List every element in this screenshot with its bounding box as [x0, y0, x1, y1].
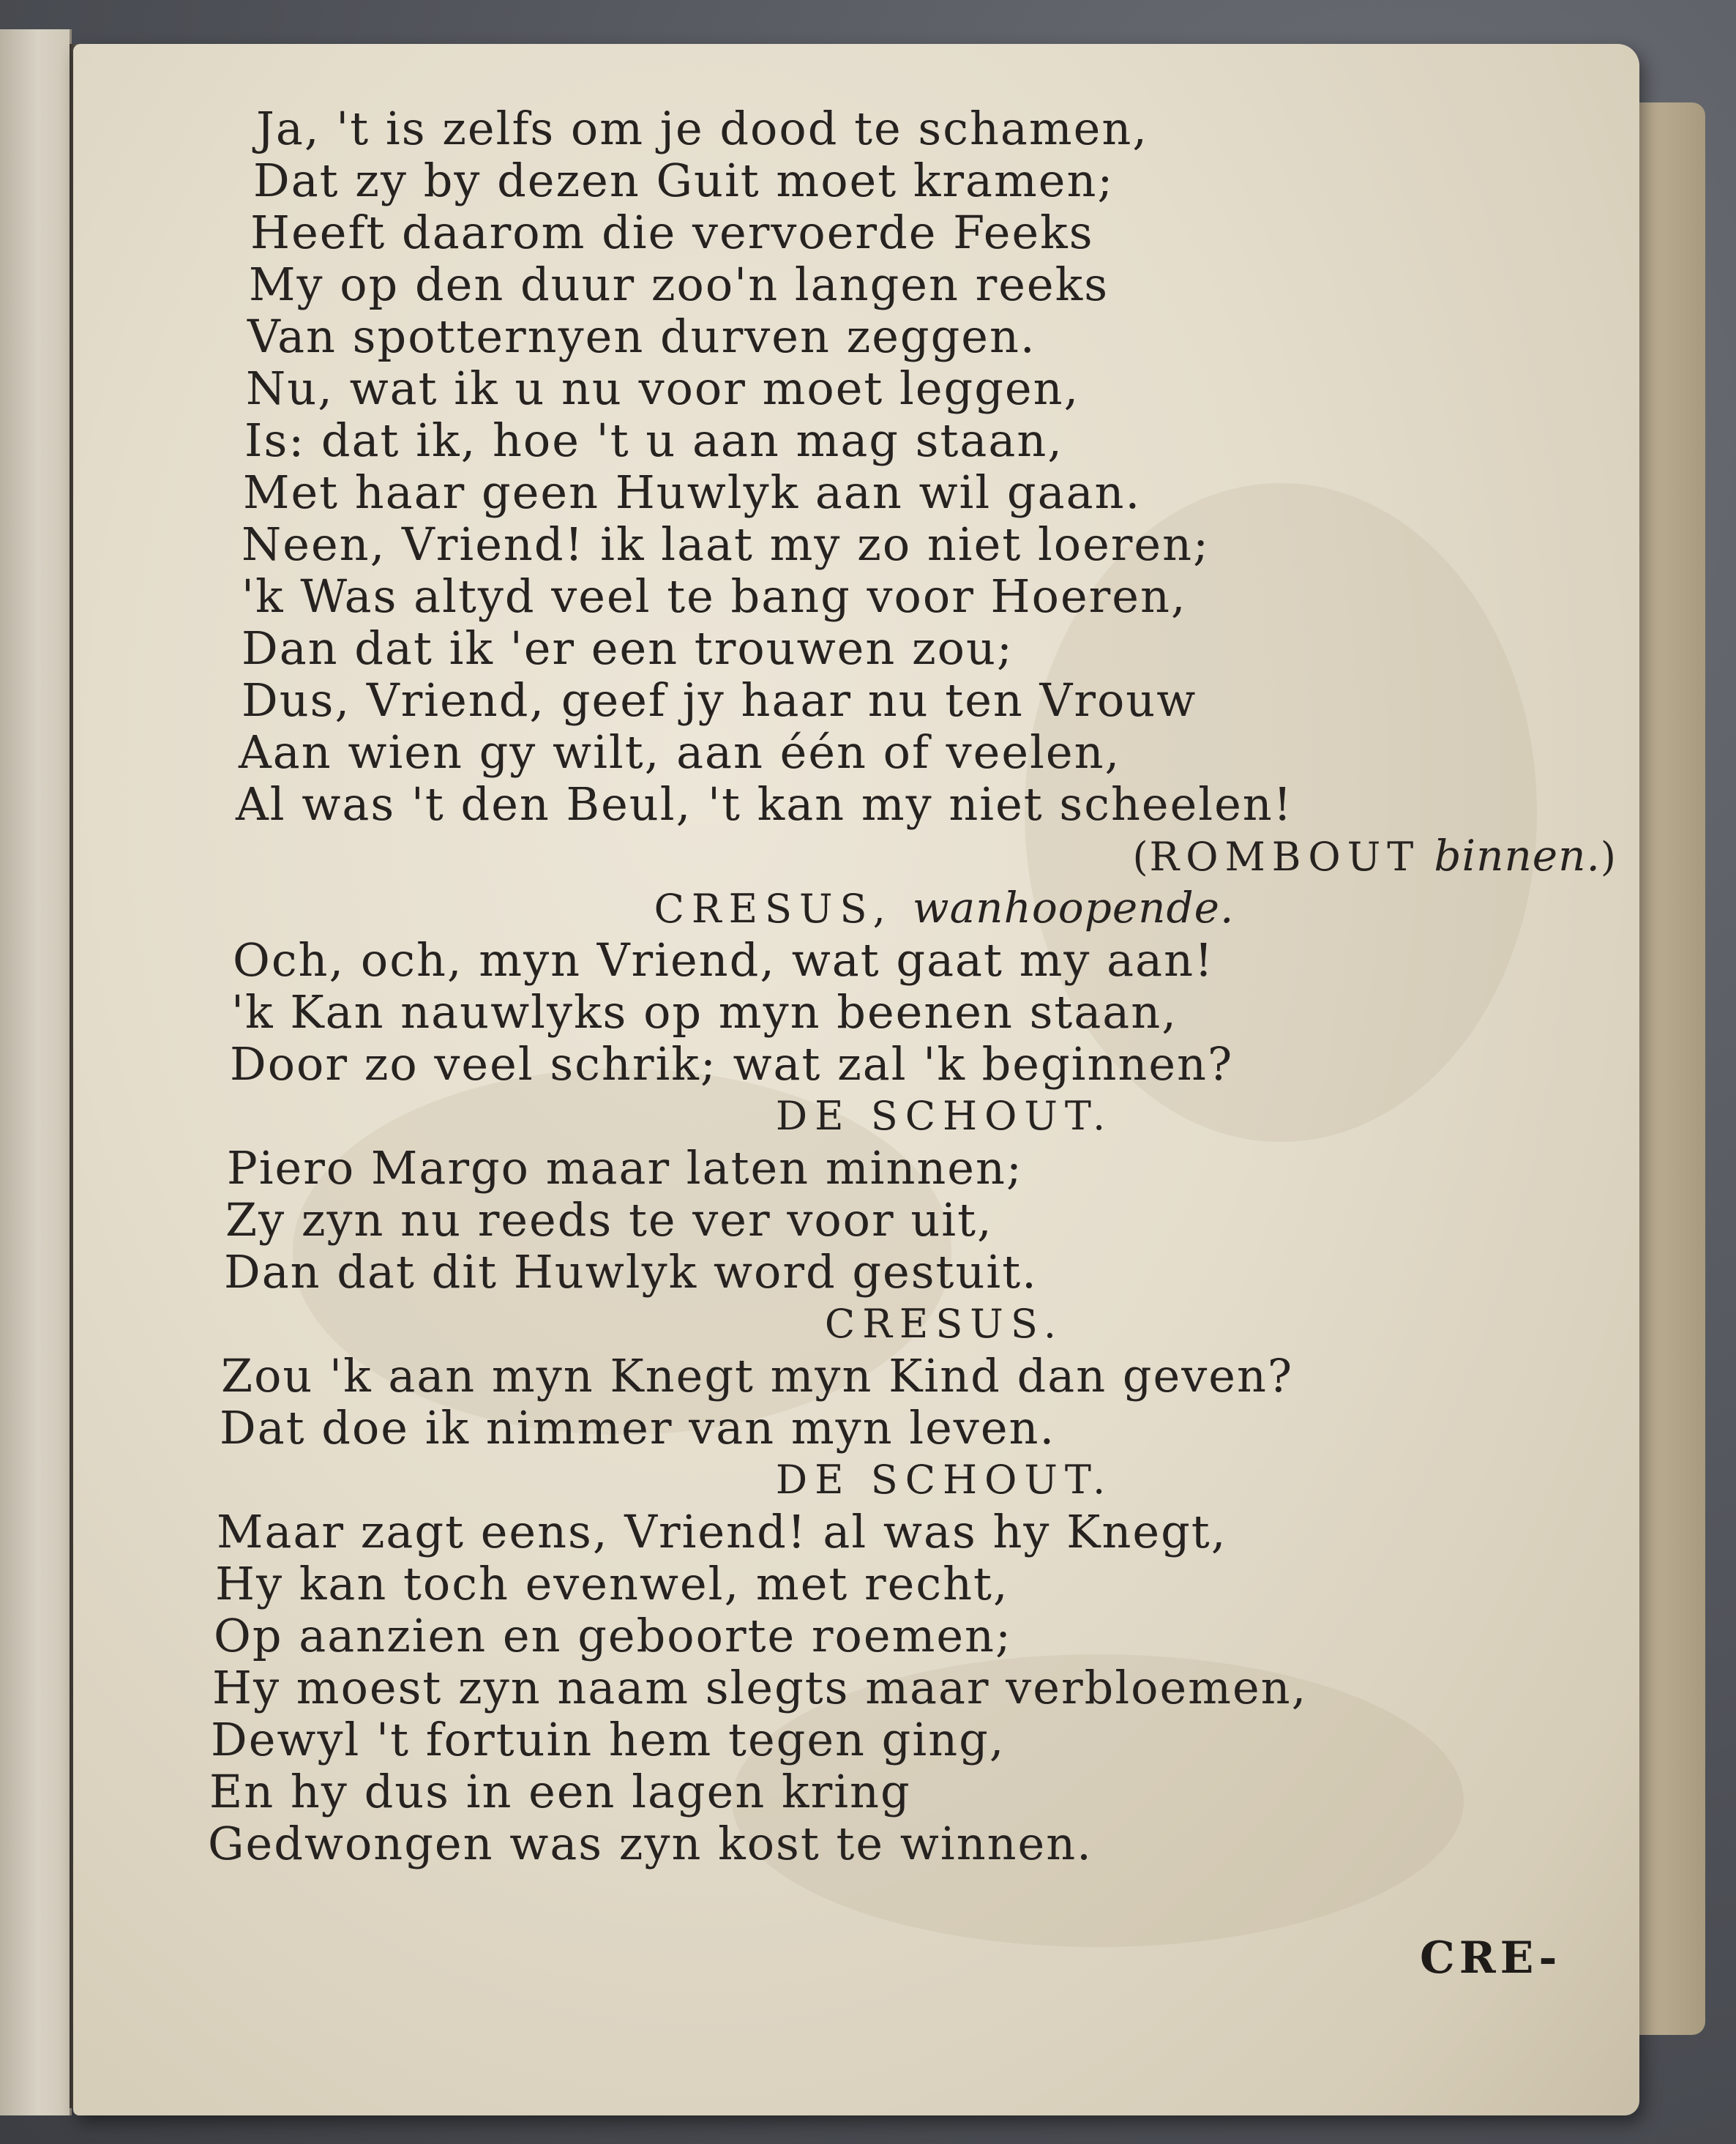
verse-line: En hy dus in een lagen kring: [209, 1765, 911, 1818]
speaker-heading: DE SCHOUT.: [775, 1457, 1113, 1503]
verse-line: Hy moest zyn naam slegts maar verbloemen,: [212, 1661, 1308, 1714]
verse-line: Dat zy by dezen Guit moet kramen;: [253, 154, 1115, 207]
stage-direction-name: ROMBOUT: [1149, 834, 1421, 880]
speaker-heading: CRESUS.: [824, 1301, 1064, 1347]
verse-line: Ja, 't is zelfs om je dood te schamen,: [256, 102, 1148, 155]
verse-line: Dus, Vriend, geef jy haar nu ten Vrouw: [242, 673, 1197, 727]
verse-line: Dan dat dit Huwlyk word gestuit.: [224, 1245, 1038, 1299]
verse-line: Nu, wat ik u nu voor moet leggen,: [246, 362, 1080, 415]
speaker-name: CRESUS,: [654, 886, 893, 932]
stage-direction-close: ): [1600, 834, 1617, 880]
stage-direction-action: binnen.: [1434, 831, 1601, 881]
verse-stanza: [230, 933, 1647, 1091]
verse-stanza: [236, 102, 1647, 831]
verse-line: Zou 'k aan myn Knegt myn Kind dan geven?: [221, 1349, 1294, 1402]
catchword: CRE-: [1420, 1932, 1562, 1984]
book-page: [73, 44, 1639, 2115]
speaker-heading: DE SCHOUT.: [775, 1093, 1113, 1139]
verse-line: Van spotternyen durven zeggen.: [247, 310, 1036, 363]
verse-line: Op aanzien en geboorte roemen;: [214, 1609, 1012, 1662]
stage-direction-open: (: [1132, 834, 1150, 880]
verse-line: Is: dat ik, hoe 't u aan mag staan,: [244, 414, 1063, 467]
speaker-note: wanhoopende.: [912, 883, 1235, 933]
verse-stanza: [224, 1141, 1647, 1299]
stage-direction: [242, 830, 1647, 882]
verse-line: Neen, Vriend! ik laat my zo niet loeren;: [242, 518, 1210, 571]
verse-line: 'k Was altyd veel te bang voor Hoeren,: [242, 569, 1187, 623]
verse-line: Dat doe ik nimmer van myn leven.: [220, 1401, 1056, 1454]
verse-stanza: [208, 1505, 1647, 1870]
verse-line: Och, och, myn Vriend, wat gaat my aan!: [233, 933, 1214, 987]
verse-line: Gedwongen was zyn kost te winnen.: [208, 1817, 1093, 1870]
verse-stanza: [220, 1349, 1647, 1454]
verse-text: [208, 102, 1647, 1870]
speaker-heading: [242, 882, 1647, 934]
verse-line: Hy kan toch evenwel, met recht,: [215, 1557, 1009, 1610]
verse-line: Zy zyn nu reeds te ver voor uit,: [225, 1193, 993, 1247]
verse-line: My op den duur zoo'n langen reeks: [249, 258, 1110, 311]
verse-line: 'k Kan nauwlyks op myn beenen staan,: [231, 985, 1178, 1039]
verse-line: Met haar geen Huwlyk aan wil gaan.: [243, 466, 1142, 519]
verse-line: Al was 't den Beul, 't kan my niet scheelen!: [236, 777, 1293, 831]
verse-line: Dan dat ik 'er een trouwen zou;: [242, 621, 1014, 675]
verse-line: Piero Margo maar laten minnen;: [227, 1141, 1023, 1195]
verse-line: Dewyl 't fortuin hem tegen ging,: [211, 1713, 1006, 1766]
verse-line: Aan wien gy wilt, aan één of veelen,: [239, 725, 1121, 779]
verse-line: Maar zagt eens, Vriend! al was hy Knegt,: [217, 1505, 1227, 1558]
facing-page: [0, 29, 72, 2115]
verse-line: Heeft daarom die vervoerde Feeks: [250, 206, 1094, 259]
verse-line: Door zo veel schrik; wat zal 'k beginnen?: [230, 1037, 1234, 1091]
